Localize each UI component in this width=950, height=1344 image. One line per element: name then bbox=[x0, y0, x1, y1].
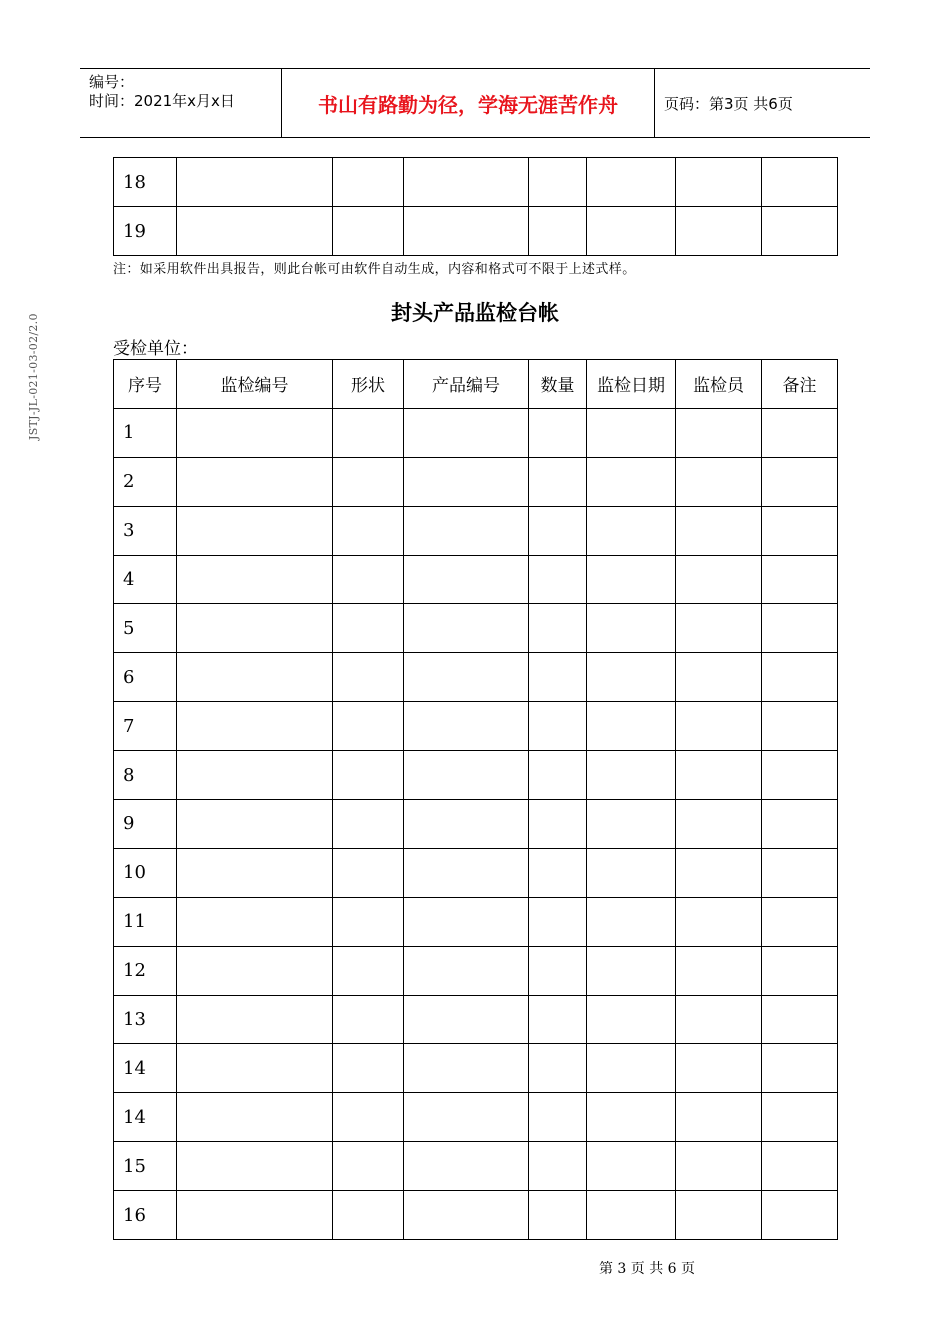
row-number-cell: 1 bbox=[114, 408, 177, 457]
empty-cell bbox=[177, 555, 333, 604]
empty-cell bbox=[529, 848, 587, 897]
empty-cell bbox=[333, 506, 404, 555]
row-number-cell: 13 bbox=[114, 995, 177, 1044]
empty-cell bbox=[333, 457, 404, 506]
row-number-cell: 6 bbox=[114, 653, 177, 702]
table-row bbox=[114, 995, 838, 1044]
column-header: 数量 bbox=[529, 360, 587, 409]
empty-cell bbox=[404, 800, 529, 849]
empty-cell bbox=[529, 158, 587, 207]
empty-cell bbox=[676, 653, 762, 702]
table-row bbox=[114, 457, 838, 506]
table-row bbox=[114, 158, 838, 207]
table-row bbox=[114, 207, 838, 256]
empty-cell bbox=[762, 408, 838, 457]
empty-cell bbox=[404, 158, 529, 207]
empty-cell bbox=[529, 457, 587, 506]
table-row bbox=[114, 408, 838, 457]
table-row bbox=[114, 897, 838, 946]
empty-cell bbox=[676, 457, 762, 506]
row-number-cell: 5 bbox=[114, 604, 177, 653]
empty-cell bbox=[587, 457, 676, 506]
table-row bbox=[114, 751, 838, 800]
empty-cell bbox=[676, 506, 762, 555]
empty-cell bbox=[587, 408, 676, 457]
empty-cell bbox=[177, 946, 333, 995]
empty-cell bbox=[177, 995, 333, 1044]
table-row bbox=[114, 848, 838, 897]
empty-cell bbox=[676, 604, 762, 653]
row-number-cell: 3 bbox=[114, 506, 177, 555]
column-header: 产品编号 bbox=[404, 360, 529, 409]
empty-cell bbox=[177, 1044, 333, 1093]
empty-cell bbox=[762, 207, 838, 256]
empty-cell bbox=[676, 555, 762, 604]
row-number-cell: 12 bbox=[114, 946, 177, 995]
empty-cell bbox=[762, 506, 838, 555]
empty-cell bbox=[587, 848, 676, 897]
empty-cell bbox=[587, 207, 676, 256]
empty-cell bbox=[587, 158, 676, 207]
empty-cell bbox=[676, 751, 762, 800]
empty-cell bbox=[404, 1093, 529, 1142]
empty-cell bbox=[333, 1044, 404, 1093]
empty-cell bbox=[587, 1093, 676, 1142]
empty-cell bbox=[333, 555, 404, 604]
empty-cell bbox=[529, 800, 587, 849]
table-row bbox=[114, 653, 838, 702]
row-number-cell: 7 bbox=[114, 702, 177, 751]
empty-cell bbox=[404, 751, 529, 800]
column-header: 监检日期 bbox=[587, 360, 676, 409]
row-number-cell: 14 bbox=[114, 1044, 177, 1093]
empty-cell bbox=[529, 506, 587, 555]
empty-cell bbox=[762, 457, 838, 506]
table-row bbox=[114, 506, 838, 555]
row-number-cell: 10 bbox=[114, 848, 177, 897]
row-number-cell: 18 bbox=[114, 158, 177, 207]
empty-cell bbox=[587, 702, 676, 751]
empty-cell bbox=[587, 555, 676, 604]
empty-cell bbox=[529, 1191, 587, 1240]
empty-cell bbox=[177, 751, 333, 800]
empty-cell bbox=[177, 457, 333, 506]
empty-cell bbox=[676, 946, 762, 995]
empty-cell bbox=[762, 800, 838, 849]
empty-cell bbox=[762, 848, 838, 897]
page-title: 封头产品监检台帐 bbox=[391, 301, 559, 325]
empty-cell bbox=[404, 1044, 529, 1093]
empty-cell bbox=[676, 1093, 762, 1142]
empty-cell bbox=[762, 653, 838, 702]
empty-cell bbox=[333, 751, 404, 800]
empty-cell bbox=[762, 995, 838, 1044]
empty-cell bbox=[404, 897, 529, 946]
header-motto: 书山有路勤为径，学海无涯苦作舟 bbox=[281, 69, 655, 137]
empty-cell bbox=[529, 946, 587, 995]
table-header-row bbox=[114, 360, 838, 409]
empty-cell bbox=[333, 946, 404, 995]
time-label: 时间：2021年x月x日 bbox=[89, 92, 235, 110]
empty-cell bbox=[762, 1191, 838, 1240]
column-header: 监检编号 bbox=[177, 360, 333, 409]
empty-cell bbox=[587, 897, 676, 946]
empty-cell bbox=[404, 506, 529, 555]
column-header: 监检员 bbox=[676, 360, 762, 409]
column-header: 备注 bbox=[762, 360, 838, 409]
empty-cell bbox=[177, 1191, 333, 1240]
empty-cell bbox=[762, 604, 838, 653]
empty-cell bbox=[404, 995, 529, 1044]
row-number-cell: 9 bbox=[114, 800, 177, 849]
row-number-cell: 4 bbox=[114, 555, 177, 604]
empty-cell bbox=[177, 506, 333, 555]
empty-cell bbox=[333, 604, 404, 653]
empty-cell bbox=[333, 158, 404, 207]
empty-cell bbox=[333, 653, 404, 702]
inspected-unit-label: 受检单位： bbox=[113, 339, 198, 359]
empty-cell bbox=[177, 848, 333, 897]
empty-cell bbox=[404, 946, 529, 995]
empty-cell bbox=[333, 1142, 404, 1191]
empty-cell bbox=[529, 408, 587, 457]
table-row bbox=[114, 1191, 838, 1240]
empty-cell bbox=[404, 555, 529, 604]
empty-cell bbox=[762, 946, 838, 995]
empty-cell bbox=[676, 702, 762, 751]
empty-cell bbox=[587, 1044, 676, 1093]
empty-cell bbox=[333, 702, 404, 751]
table-row bbox=[114, 1142, 838, 1191]
row-number-cell: 14 bbox=[114, 1093, 177, 1142]
row-number-cell: 19 bbox=[114, 207, 177, 256]
empty-cell bbox=[676, 848, 762, 897]
side-document-code: JSTJ-JL-021-03-02/2.0 bbox=[27, 313, 40, 440]
empty-cell bbox=[333, 408, 404, 457]
empty-cell bbox=[177, 158, 333, 207]
empty-cell bbox=[404, 408, 529, 457]
empty-cell bbox=[333, 1093, 404, 1142]
empty-cell bbox=[676, 995, 762, 1044]
empty-cell bbox=[529, 604, 587, 653]
empty-cell bbox=[529, 995, 587, 1044]
empty-cell bbox=[177, 800, 333, 849]
empty-cell bbox=[404, 848, 529, 897]
empty-cell bbox=[762, 897, 838, 946]
row-number-cell: 2 bbox=[114, 457, 177, 506]
empty-cell bbox=[587, 751, 676, 800]
empty-cell bbox=[762, 751, 838, 800]
empty-cell bbox=[676, 408, 762, 457]
empty-cell bbox=[529, 751, 587, 800]
empty-cell bbox=[404, 457, 529, 506]
empty-cell bbox=[333, 800, 404, 849]
empty-cell bbox=[404, 653, 529, 702]
empty-cell bbox=[676, 158, 762, 207]
empty-cell bbox=[404, 207, 529, 256]
table-row bbox=[114, 555, 838, 604]
empty-cell bbox=[177, 1093, 333, 1142]
empty-cell bbox=[587, 506, 676, 555]
empty-cell bbox=[404, 604, 529, 653]
empty-cell bbox=[404, 702, 529, 751]
table-row bbox=[114, 1044, 838, 1093]
empty-cell bbox=[587, 604, 676, 653]
page-indicator: 页码：第3页 共6页 bbox=[664, 95, 793, 113]
empty-cell bbox=[762, 1093, 838, 1142]
table-row bbox=[114, 800, 838, 849]
empty-cell bbox=[177, 207, 333, 256]
empty-cell bbox=[676, 1191, 762, 1240]
empty-cell bbox=[587, 995, 676, 1044]
empty-cell bbox=[676, 1044, 762, 1093]
empty-cell bbox=[676, 800, 762, 849]
empty-cell bbox=[404, 1191, 529, 1240]
empty-cell bbox=[762, 158, 838, 207]
empty-cell bbox=[177, 1142, 333, 1191]
empty-cell bbox=[333, 1191, 404, 1240]
empty-cell bbox=[333, 207, 404, 256]
empty-cell bbox=[676, 207, 762, 256]
empty-cell bbox=[177, 604, 333, 653]
row-number-cell: 11 bbox=[114, 897, 177, 946]
empty-cell bbox=[587, 1142, 676, 1191]
empty-cell bbox=[529, 702, 587, 751]
table-row bbox=[114, 1093, 838, 1142]
empty-cell bbox=[762, 555, 838, 604]
empty-cell bbox=[529, 207, 587, 256]
empty-cell bbox=[587, 1191, 676, 1240]
column-header: 序号 bbox=[114, 360, 177, 409]
empty-cell bbox=[762, 1044, 838, 1093]
empty-cell bbox=[762, 702, 838, 751]
table-row bbox=[114, 946, 838, 995]
empty-cell bbox=[587, 946, 676, 995]
empty-cell bbox=[529, 653, 587, 702]
table-row bbox=[114, 702, 838, 751]
empty-cell bbox=[676, 897, 762, 946]
empty-cell bbox=[762, 1142, 838, 1191]
empty-cell bbox=[529, 555, 587, 604]
empty-cell bbox=[676, 1142, 762, 1191]
empty-cell bbox=[529, 897, 587, 946]
empty-cell bbox=[529, 1044, 587, 1093]
page-footer: 第 3 页 共 6 页 bbox=[598, 1261, 696, 1277]
empty-cell bbox=[333, 848, 404, 897]
empty-cell bbox=[333, 897, 404, 946]
note-text: 注：如采用软件出具报告，则此台帐可由软件自动生成，内容和格式可不限于上述式样。 bbox=[113, 262, 636, 277]
row-number-cell: 8 bbox=[114, 751, 177, 800]
ledger-table bbox=[113, 359, 838, 1240]
page-header bbox=[80, 68, 870, 138]
empty-cell bbox=[587, 800, 676, 849]
header-meta bbox=[89, 73, 235, 111]
empty-cell bbox=[177, 897, 333, 946]
table-row bbox=[114, 604, 838, 653]
empty-cell bbox=[177, 702, 333, 751]
column-header: 形状 bbox=[333, 360, 404, 409]
empty-cell bbox=[529, 1093, 587, 1142]
row-number-cell: 16 bbox=[114, 1191, 177, 1240]
row-number-cell: 15 bbox=[114, 1142, 177, 1191]
empty-cell bbox=[177, 408, 333, 457]
empty-cell bbox=[333, 995, 404, 1044]
continued-table bbox=[113, 157, 838, 256]
empty-cell bbox=[404, 1142, 529, 1191]
number-label: 编号： bbox=[89, 73, 135, 91]
empty-cell bbox=[587, 653, 676, 702]
empty-cell bbox=[177, 653, 333, 702]
empty-cell bbox=[529, 1142, 587, 1191]
